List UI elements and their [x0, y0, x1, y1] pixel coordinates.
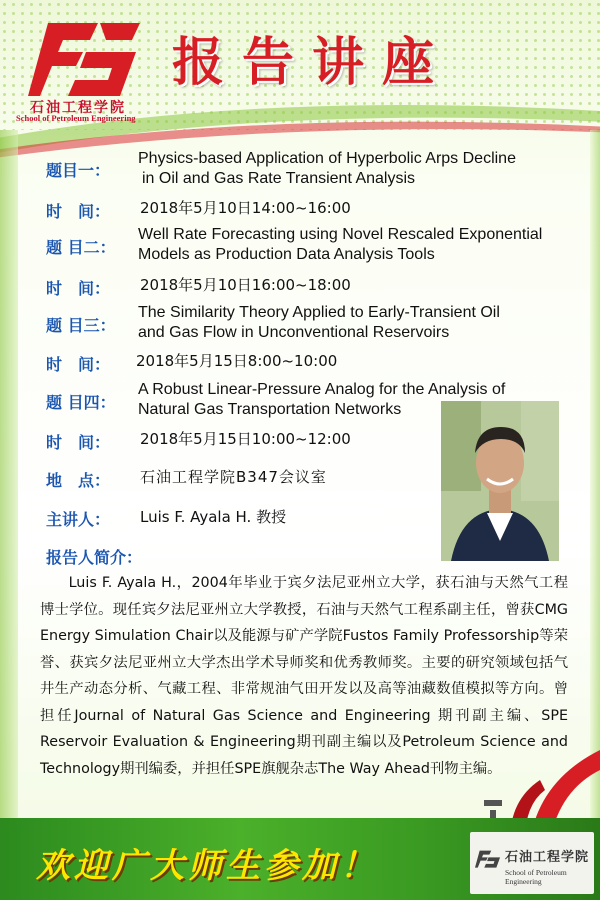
footer-logo-english: School of Petroleum Engineering: [505, 868, 567, 886]
speaker-value: Luis F. Ayala H. 教授: [140, 508, 287, 526]
logo-chinese-name: 石油工程学院: [30, 100, 126, 116]
topic-4-line-1: A Robust Linear-Pressure Analog for the Analysis of: [138, 381, 506, 398]
welcome-slogan: 欢迎广大师生参加！: [36, 846, 378, 886]
venue-value: 石油工程学院B347会议室: [140, 468, 327, 486]
topic-4-label: 题 目四：: [46, 393, 116, 412]
topic-2-line-1: Well Rate Forecasting using Novel Rescaled Exponential: [138, 226, 543, 243]
bio-paragraph: Luis F. Ayala H.，2004年毕业于宾夕法尼亚州立大学，获石油与天然气工程博士学位。现任宾夕法尼亚州立大学教授，石油与天然气工程系副主任，曾获CMG Energy Simulation Chair以及能源与矿产学院Fustos Family Professorship等荣誉、获宾夕法尼亚州立大学杰出学术导师奖和优秀教师奖。主要的研究领域包括气井生产动态分析、气藏工程、非常规油气田开发以及高等油藏数值模拟等方向。曾担任Journal of Natural Gas Science and Engineering 期刊副主编、SPE Reservoir Evaluation & Engineering期刊副主编以及Petroleum Science and Technology期刊编委，并担任SPE旗舰杂志The Way Ahead刊物主编。: [40, 575, 568, 777]
speaker-label: 主讲人：: [46, 510, 111, 529]
topic-3-line-2: and Gas Flow in Unconventional Reservoirs: [138, 324, 450, 341]
topic-2-label: 题 目二：: [46, 238, 116, 257]
logo-english-name: School of Petroleum Engineering: [16, 113, 136, 123]
school-logo-icon: [28, 18, 140, 100]
bio-heading: 报告人简介：: [46, 548, 143, 567]
time-3-value: 2018年5月15日8:00~10:00: [136, 352, 338, 370]
speaker-photo: [441, 401, 559, 561]
topic-4-line-2: Natural Gas Transportation Networks: [138, 401, 402, 418]
time-1-label: 时 间：: [46, 202, 111, 221]
footer-logo-chinese: 石油工程学院: [505, 850, 590, 865]
topic-2-line-2: Models as Production Data Analysis Tools: [138, 246, 435, 263]
left-decor-strip: [0, 130, 18, 860]
time-4-label: 时 间：: [46, 433, 111, 452]
time-2-label: 时 间：: [46, 279, 111, 298]
time-2-value: 2018年5月10日16:00~18:00: [140, 276, 351, 294]
topic-1-label: 题目一：: [46, 161, 111, 180]
topic-3-label: 题 目三：: [46, 316, 116, 335]
topic-3-line-1: The Similarity Theory Applied to Early-Transient Oil: [138, 304, 500, 321]
venue-label: 地 点：: [46, 471, 111, 490]
footer-logo-icon: [475, 847, 501, 871]
time-4-value: 2018年5月15日10:00~12:00: [140, 430, 351, 448]
time-1-value: 2018年5月10日14:00~16:00: [140, 199, 351, 217]
time-3-label: 时 间：: [46, 355, 111, 374]
topic-1-line-2: in Oil and Gas Rate Transient Analysis: [142, 170, 416, 187]
topic-1-line-1: Physics-based Application of Hyperbolic Arps Decline: [138, 150, 516, 167]
page-title: 报告讲座: [172, 32, 453, 93]
